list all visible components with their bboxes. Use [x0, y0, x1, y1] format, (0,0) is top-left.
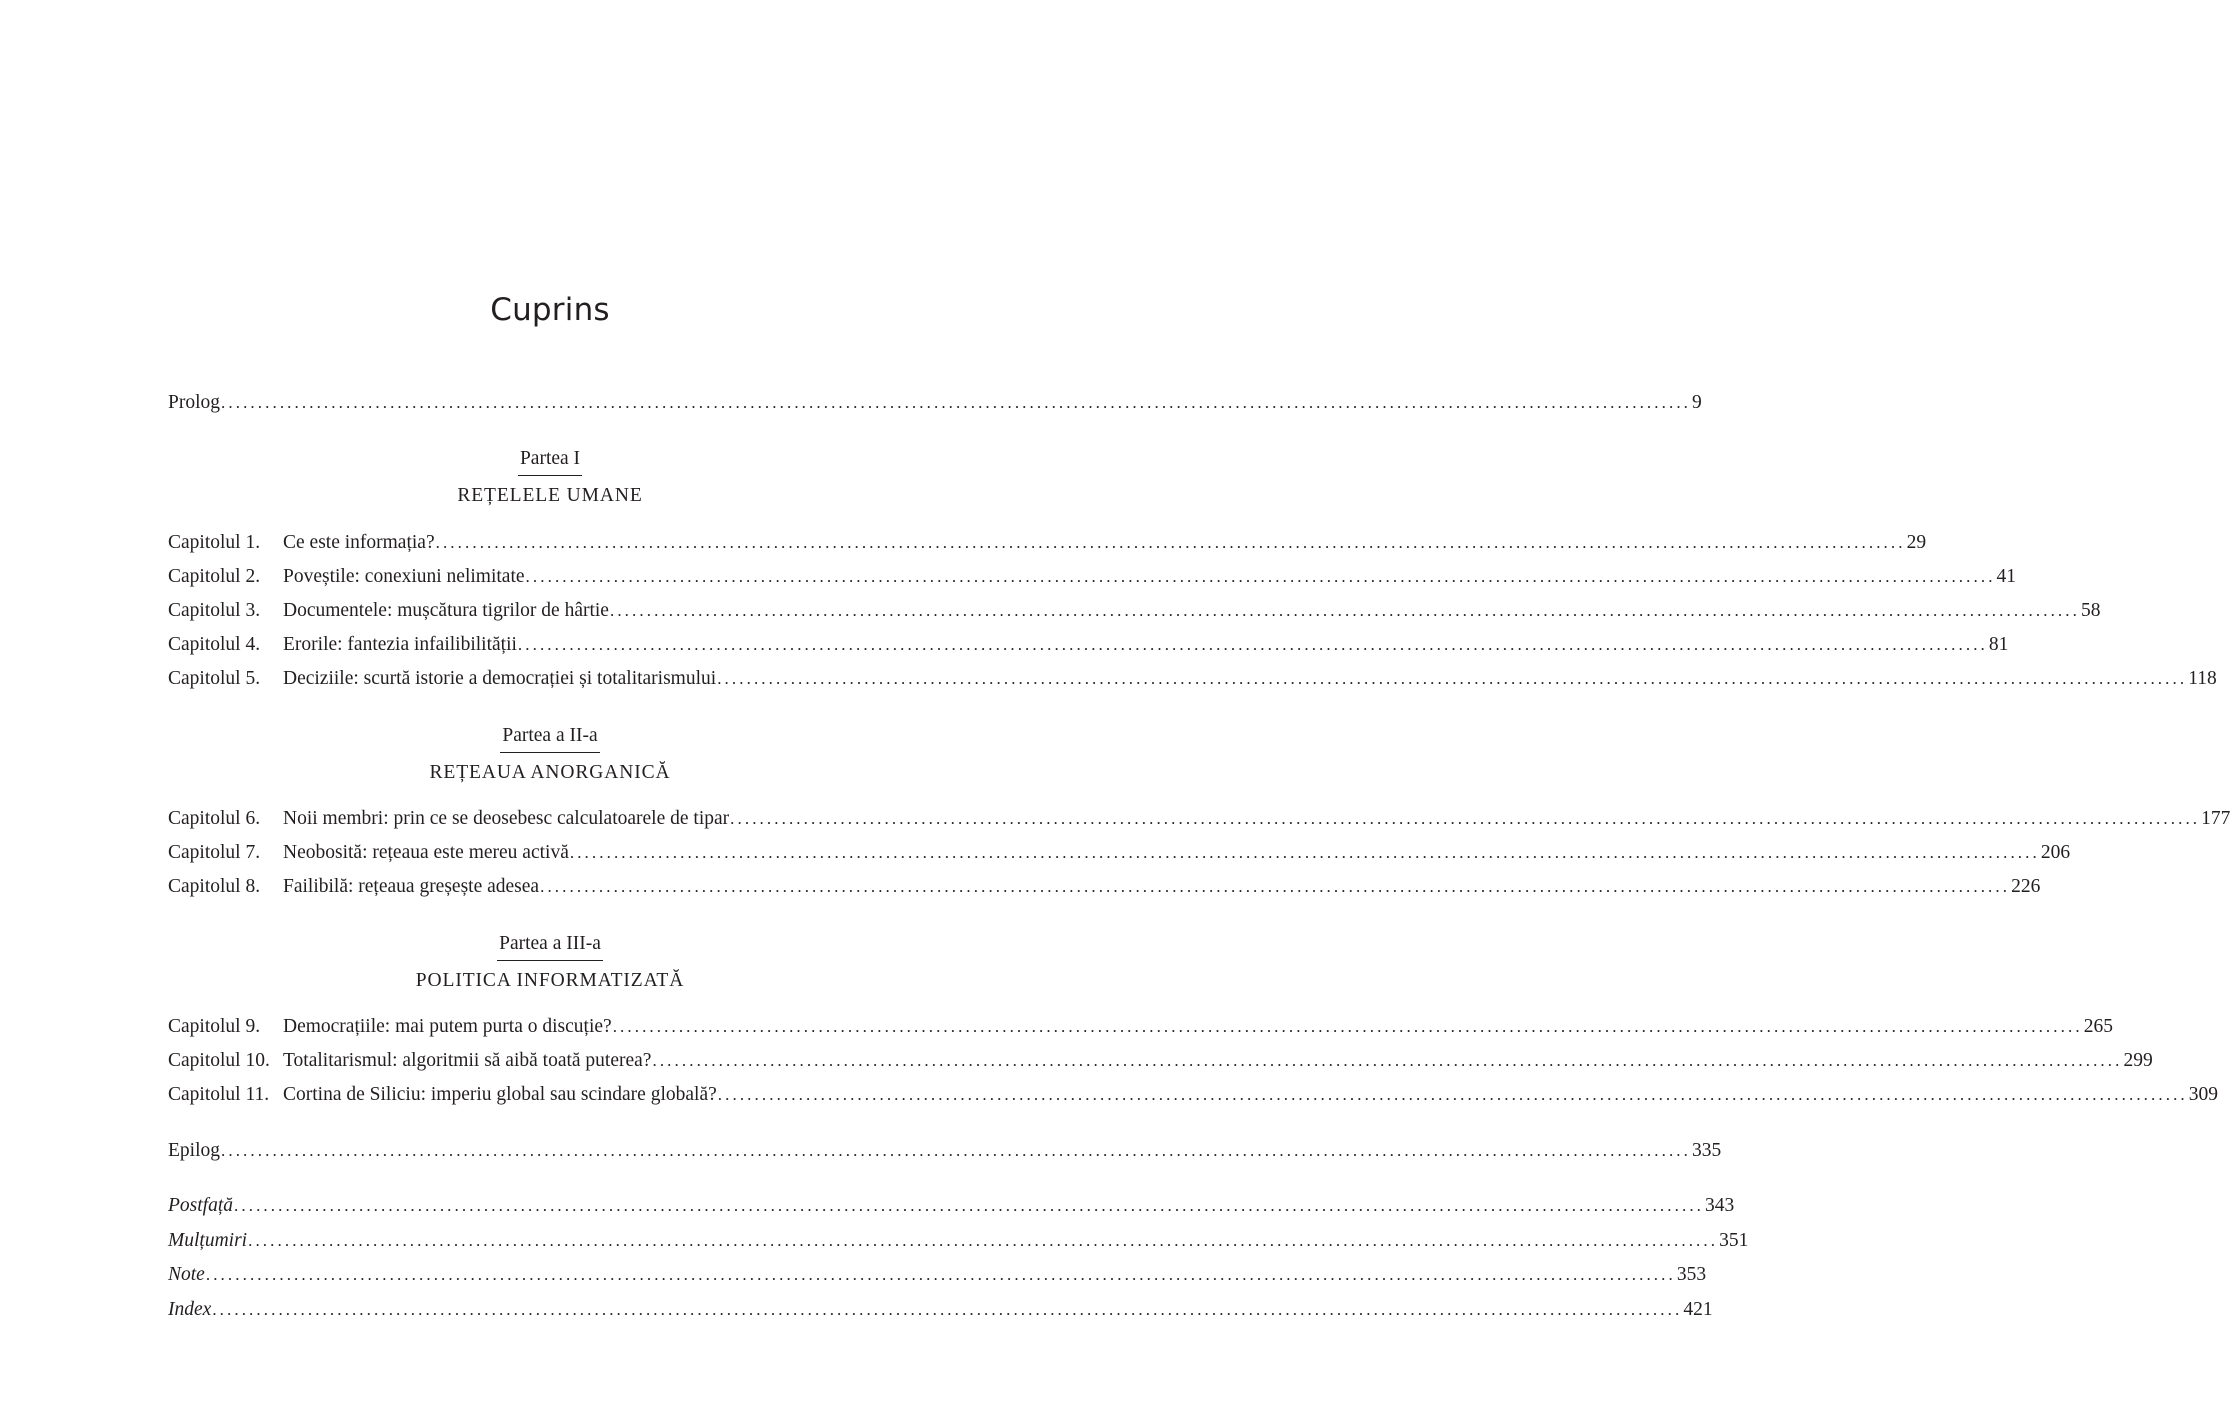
page-number: 309 — [2188, 1084, 2219, 1105]
page-number: 206 — [2040, 842, 2071, 863]
entry-label: Epilog — [168, 1140, 220, 1161]
entry-label: Note — [168, 1264, 205, 1285]
chapter-number: Capitolul 5. — [168, 668, 261, 689]
entry-label: Postfață — [168, 1195, 234, 1216]
dot-leader: ........................................................................................................................................................................................................ — [212, 1300, 1683, 1319]
toc-entry-back-matter — [168, 1192, 1735, 1220]
dot-leader: ........................................................................................................................................................................................................ — [517, 635, 1988, 654]
page-number: 226 — [2011, 876, 2041, 897]
chapter-number: Capitolul 7. — [168, 842, 261, 863]
chapter-title: Poveștile: conexiuni nelimitate — [283, 566, 525, 587]
chapter-number: Capitolul 4. — [168, 634, 261, 655]
page-number: 265 — [2083, 1016, 2113, 1037]
dot-leader: ........................................................................................................................................................................................................ — [221, 1141, 1691, 1160]
toc-entry-chapter — [168, 563, 2017, 591]
toc-entry-chapter — [168, 631, 2009, 659]
chapter-number: Capitolul 8. — [168, 876, 261, 897]
page-number: 299 — [2123, 1050, 2153, 1071]
dot-leader: ........................................................................................................................................................................................................ — [612, 1017, 2083, 1036]
page-title: Cuprins — [490, 292, 610, 328]
toc-entry-chapter — [168, 1013, 2113, 1041]
part-label: Partea a III-a — [0, 931, 1100, 961]
chapter-title: Deciziile: scurtă istorie a democrației și totalitarismului — [283, 668, 717, 689]
part-label: Partea I — [0, 446, 1100, 476]
toc-entry-chapter — [168, 1081, 2219, 1109]
page-number: 343 — [1705, 1195, 1735, 1216]
dot-leader: ........................................................................................................................................................................................................ — [609, 601, 2080, 620]
part-title: REȚEAUA ANORGANICĂ — [429, 762, 671, 783]
page-number: 421 — [1683, 1299, 1713, 1320]
part-title: POLITICA INFORMATIZATĂ — [415, 970, 685, 991]
dot-leader: ........................................................................................................................................................................................................ — [221, 393, 1692, 412]
chapter-number: Capitolul 11. — [168, 1084, 270, 1105]
dot-leader: ........................................................................................................................................................................................................ — [248, 1231, 1719, 1250]
chapter-title: Ce este informația? — [283, 532, 435, 553]
chapter-title: Totalitarismul: algoritmii să aibă toată puterea? — [283, 1050, 652, 1071]
page-number: 9 — [1692, 392, 1702, 413]
entry-label: Index — [168, 1299, 212, 1320]
dot-leader: ........................................................................................................................................................................................................ — [717, 669, 2188, 688]
page-number: 41 — [1996, 566, 2017, 587]
dot-leader: ........................................................................................................................................................................................................ — [730, 809, 2201, 828]
chapter-title: Democrațiile: mai putem purta o discuție? — [283, 1016, 612, 1037]
chapter-number: Capitolul 1. — [168, 532, 261, 553]
toc-entry-chapter — [168, 597, 2101, 625]
toc-entry-epilog — [168, 1137, 1722, 1165]
chapter-number: Capitolul 3. — [168, 600, 261, 621]
chapter-number: Capitolul 10. — [168, 1050, 270, 1071]
page-number: 177 — [2201, 808, 2230, 829]
dot-leader: ........................................................................................................................................................................................................ — [652, 1051, 2123, 1070]
toc-entry-chapter — [168, 839, 2071, 867]
page-number: 58 — [2080, 600, 2101, 621]
chapter-title: Noii membri: prin ce se deosebesc calculatoarele de tipar — [283, 808, 730, 829]
entry-label: Mulțumiri — [168, 1230, 248, 1251]
chapter-title: Cortina de Siliciu: imperiu global sau scindare globală? — [283, 1084, 717, 1105]
dot-leader: ........................................................................................................................................................................................................ — [540, 877, 2011, 896]
page-number: 335 — [1692, 1140, 1722, 1161]
page-number: 81 — [1988, 634, 2009, 655]
dot-leader: ........................................................................................................................................................................................................ — [205, 1265, 1676, 1284]
toc-entry-back-matter — [168, 1261, 1707, 1289]
toc-entry-back-matter — [168, 1227, 1749, 1255]
chapter-number: Capitolul 6. — [168, 808, 261, 829]
toc-entry-back-matter — [168, 1296, 1713, 1324]
page-number: 351 — [1719, 1230, 1749, 1251]
entry-label: Prolog — [168, 392, 221, 413]
dot-leader: ........................................................................................................................................................................................................ — [569, 843, 2040, 862]
chapter-number: Capitolul 9. — [168, 1016, 261, 1037]
part-title: REȚELELE UMANE — [457, 485, 643, 506]
chapter-title: Documentele: mușcătura tigrilor de hârtie — [283, 600, 609, 621]
dot-leader: ........................................................................................................................................................................................................ — [234, 1196, 1705, 1215]
toc-entry-chapter — [168, 873, 2041, 901]
toc-entry-prolog — [168, 389, 1702, 417]
dot-leader: ........................................................................................................................................................................................................ — [435, 533, 1906, 552]
chapter-title: Erorile: fantezia infailibilității — [283, 634, 517, 655]
dot-leader: ........................................................................................................................................................................................................ — [717, 1085, 2188, 1104]
chapter-number: Capitolul 2. — [168, 566, 261, 587]
part-label: Partea a II-a — [0, 723, 1100, 753]
toc-entry-chapter — [168, 1047, 2153, 1075]
toc-entry-chapter — [168, 665, 2217, 693]
page-number: 118 — [2188, 668, 2217, 689]
dot-leader: ........................................................................................................................................................................................................ — [525, 567, 1996, 586]
toc-entry-chapter — [168, 529, 1927, 557]
chapter-title: Neobosită: rețeaua este mereu activă — [283, 842, 569, 863]
page-number: 29 — [1906, 532, 1927, 553]
page-number: 353 — [1676, 1264, 1707, 1285]
chapter-title: Failibilă: rețeaua greșește adesea — [283, 876, 540, 897]
toc-entry-chapter — [168, 805, 2230, 833]
